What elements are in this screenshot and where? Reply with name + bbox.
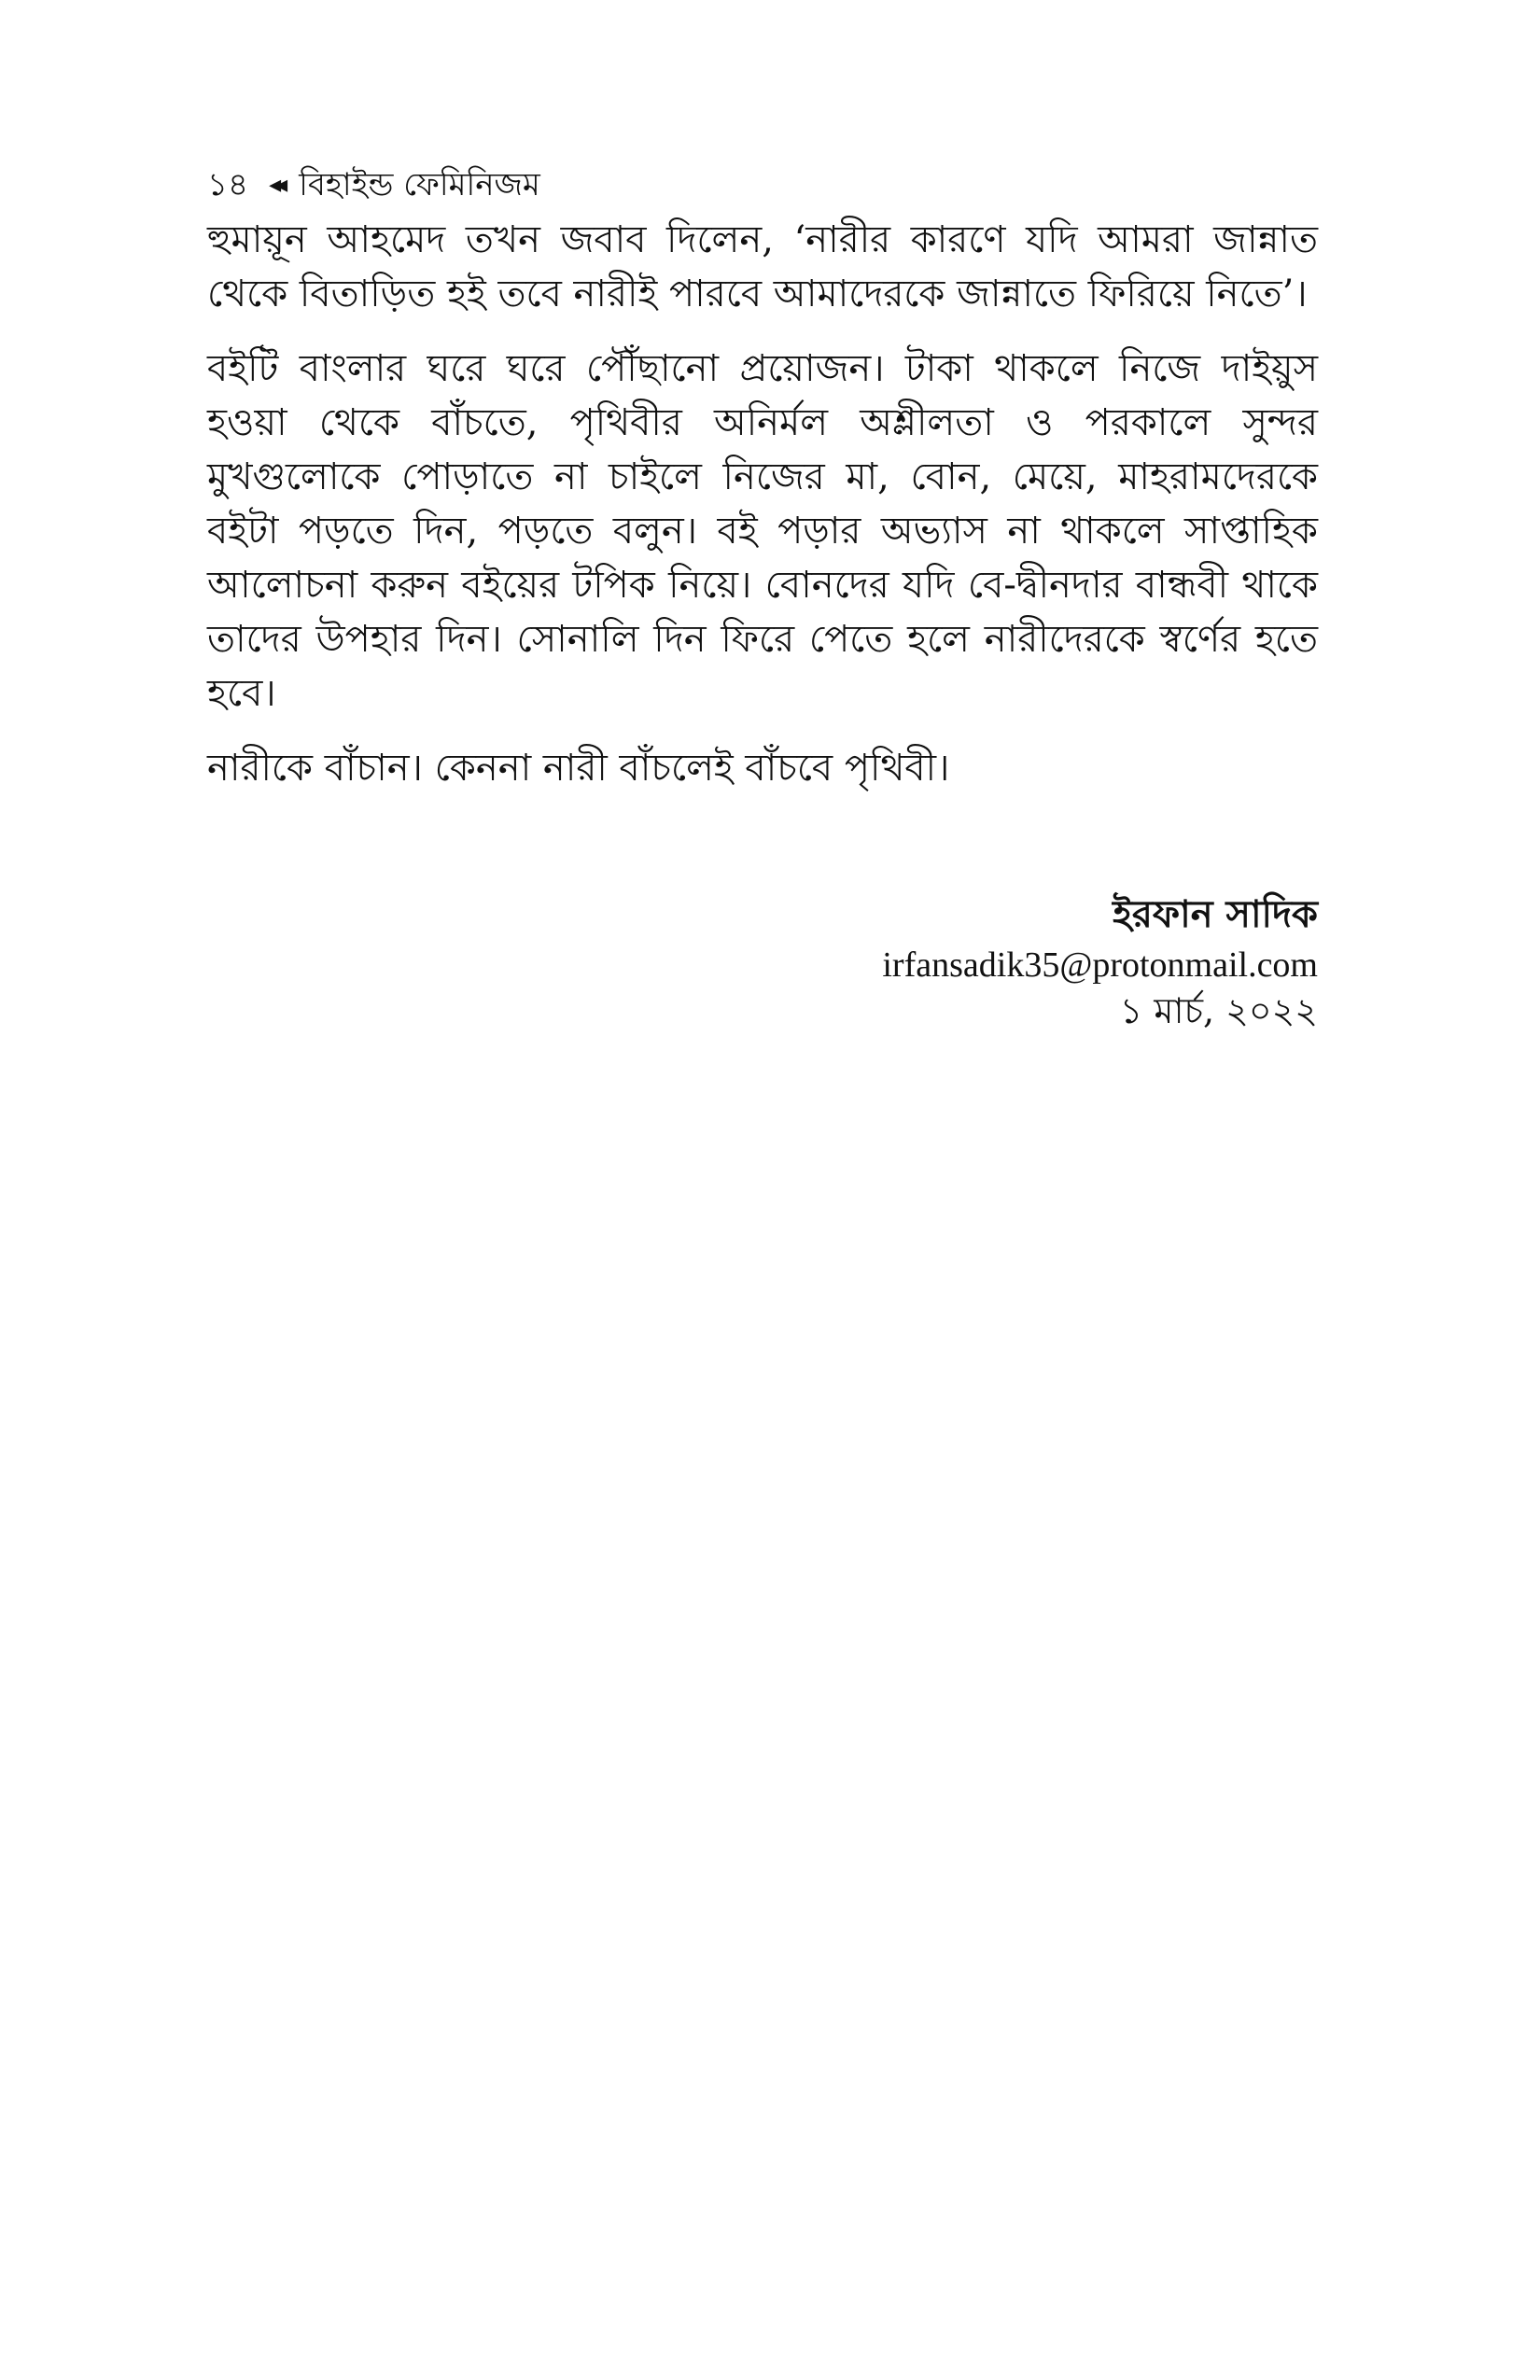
author-name: ইরফান সাদিক xyxy=(1113,892,1318,936)
page-number: ১৪ xyxy=(207,166,249,203)
double-left-angle-icon: ◂◂ xyxy=(269,171,283,199)
author-email: irfansadik35@protonmail.com xyxy=(882,945,1318,985)
signature-date: ১ মার্চ, ২০২২ xyxy=(1119,990,1318,1031)
book-title: বিহাইন্ড ফেমিনিজম xyxy=(299,166,540,203)
paragraph-3: নারীকে বাঁচান। কেননা নারী বাঁচলেই বাঁচবে পৃথিবী। xyxy=(207,747,950,790)
running-header xyxy=(207,157,1318,213)
paragraph-2: বইটি বাংলার ঘরে ঘরে পৌঁছানো প্রয়োজন। টাকা থাকলে নিজে দাইয়ুস হওয়া থেকে বাঁচতে, পৃথিবীর অনির্মল অশ্লীলতা ও পরকালে সুন্দর মুখগুলোকে পোড়াতে না চাইলে নিজের মা, বোন, মেয়ে, মাহরামদেরকে বইটা পড়তে দিন, পড়তে বলুন। বই পড়ার অভ্যাস না থাকলে সাপ্তাহিক আলোচনা করুন বইয়ের টপিক নিয়ে। বোনদের যদি বে-দ্বীনদার বান্ধবী থাকে তাদের উপহার দিন। সোনালি দিন ফিরে পেতে হলে নারীদেরকে স্বর্ণের হতে হবে। xyxy=(207,347,1318,715)
paragraph-1: হুমায়ূন আহমেদ তখন জবাব দিলেন, ‘নারীর কারণে যদি আমরা জান্নাত থেকে বিতাড়িত হই তবে নারীই পারবে আমাদেরকে জান্নাতে ফিরিয়ে নিতে’। xyxy=(207,218,1318,315)
signature-block xyxy=(882,887,1318,1034)
book-page xyxy=(207,157,1318,1031)
